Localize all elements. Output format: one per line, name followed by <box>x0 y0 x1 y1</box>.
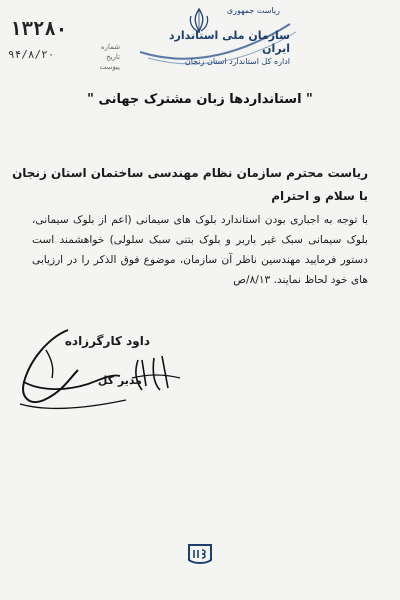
letter-number: ۱۳۲۸۰ <box>10 18 68 40</box>
letter-date: ۹۴/۸/۲۰ <box>8 48 55 61</box>
standard-logo-icon <box>186 542 214 566</box>
reference-labels: شماره تاریخ پیوست <box>99 43 120 71</box>
signatory-name: داود کارگرزاده <box>64 334 150 348</box>
organization-header <box>150 6 290 66</box>
signatory-title: مدیر کل <box>97 374 142 387</box>
handwritten-signature <box>8 320 198 420</box>
org-provincial-office: اداره کل استاندارد استان زنجان <box>184 57 290 66</box>
org-presidency: ریاست جمهوری <box>226 6 280 15</box>
letter-body: با توجه به اجباری بودن استاندارد بلوک های سیمانی (اعم از بلوک سیمانی، بلوک سیمانی سبک غیر باربر و بلوک بتنی سبک سلولی) خواهشمند است دستور فرمایید مهندسین ناظر آن سازمان، موضوع فوق الذکر را در ارزیابی های خود لحاظ نمایند. ۸/۱۳/ص <box>32 214 368 286</box>
slogan: " استانداردها زبان مشترک جهانی " <box>87 92 313 107</box>
greeting: با سلام و احترام <box>271 189 368 203</box>
addressee: ریاست محترم سازمان نظام مهندسی ساختمان استان زنجان <box>12 166 368 180</box>
org-name: سازمان ملی استاندارد ایران <box>168 29 290 55</box>
